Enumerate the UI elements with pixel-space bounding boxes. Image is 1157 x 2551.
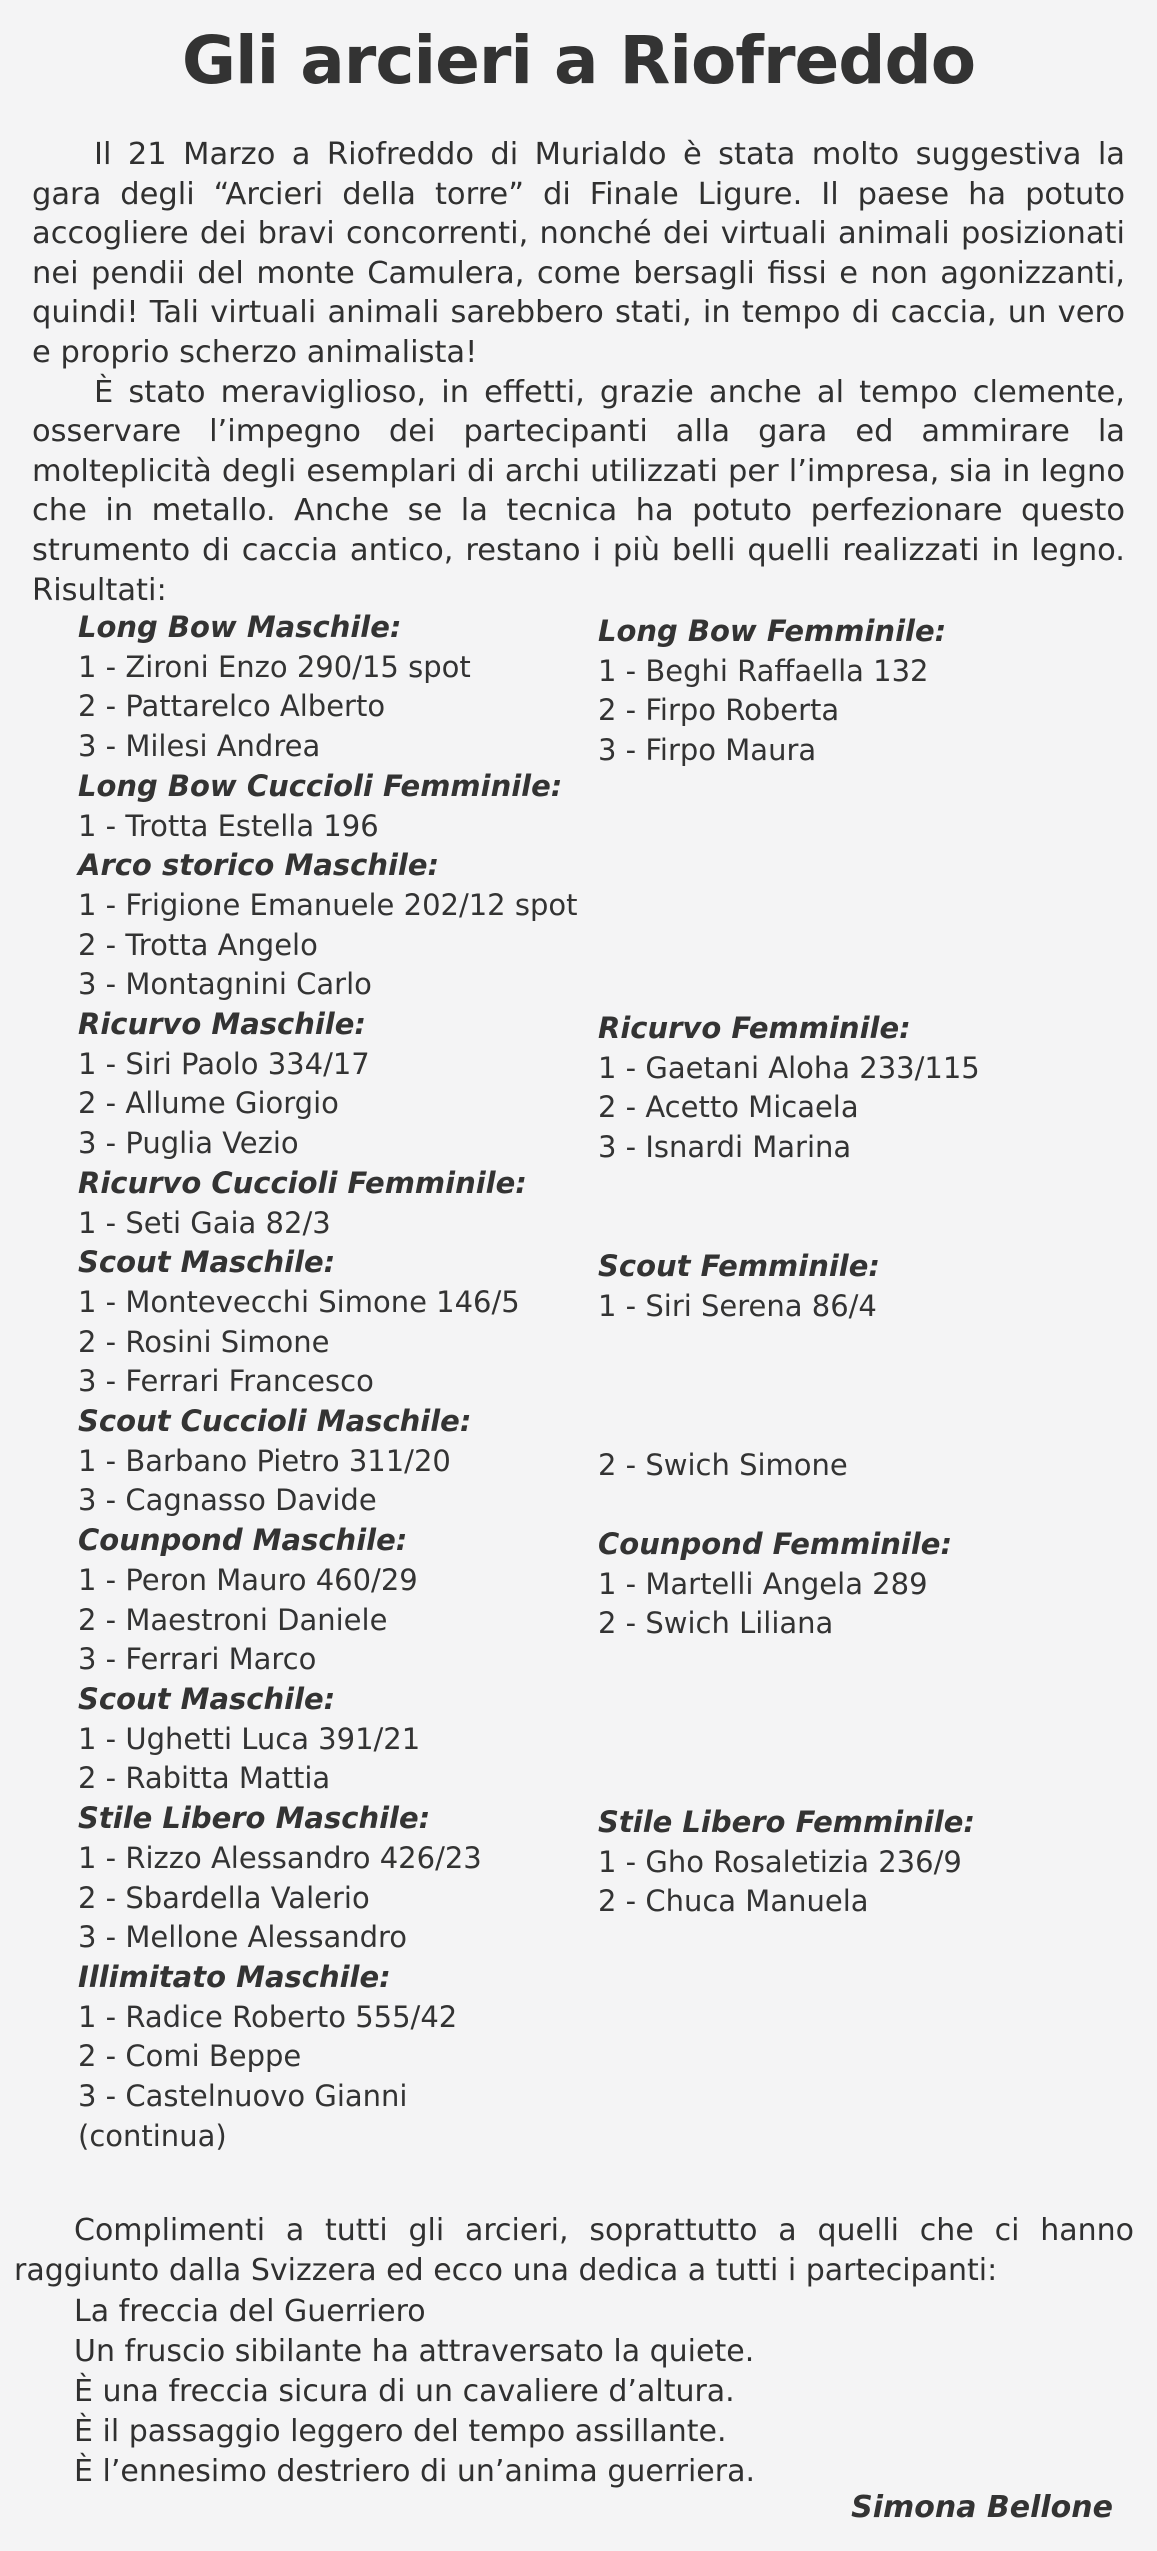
category-heading: Scout Maschile: [78, 1245, 336, 1280]
category-heading: Stile Libero Maschile: [78, 1801, 431, 1836]
closing-text: Complimenti a tutti gli arcieri, soprattutto a quelli che ci hanno raggiunto dalla Svizzera ed ecco una dedica a tutti i partecipanti: [14, 2213, 1134, 2288]
result-line: 2 - Sbardella Valerio [78, 1880, 370, 1915]
result-line: 1 - Radice Roberto 555/42 [78, 1999, 458, 2034]
result-line: 1 - Barbano Pietro 311/20 [78, 1443, 451, 1478]
result-line: 3 - Mellone Alessandro [78, 1920, 408, 1955]
category-heading: Scout Maschile: [78, 1681, 336, 1716]
result-line: 2 - Acetto Micaela [598, 1090, 859, 1125]
result-line: 1 - Siri Paolo 334/17 [78, 1046, 370, 1081]
intro-paragraph-2: È stato meraviglioso, in effetti, grazie anche al tempo clemente, osservare l’impegno dei partecipanti alla gara ed ammirare la molteplicità degli esemplari di archi utilizzati per l’impresa, sia in legno che in metallo. Anche se la tecnica ha potuto perfezionare questo strumento di caccia antico, restano i più belli quelli realizzati in legno. Risultati: [32, 374, 1125, 608]
category-heading: Ricurvo Cuccioli Femminile: [78, 1165, 527, 1200]
result-line: 2 - Allume Giorgio [78, 1086, 339, 1121]
result-line: 1 - Ughetti Luca 391/21 [78, 1721, 421, 1756]
poem [74, 2292, 755, 2492]
result-line: 2 - Trotta Angelo [78, 927, 318, 962]
category-heading: Scout Femminile: [598, 1249, 880, 1284]
poem-line: È una freccia sicura di un cavaliere d’altura. [74, 2374, 735, 2409]
author-signature: Simona Bellone [851, 2490, 1113, 2525]
result-line: 2 - Firpo Roberta [598, 693, 840, 728]
result-line: 1 - Montevecchi Simone 146/5 [78, 1284, 520, 1319]
result-line: 2 - Rosini Simone [78, 1324, 330, 1359]
result-line: 2 - Rabitta Mattia [78, 1761, 331, 1796]
poem-line: È il passaggio leggero del tempo assillante. [74, 2414, 727, 2449]
category-heading: Ricurvo Maschile: [78, 1007, 367, 1042]
result-line: 1 - Gaetani Aloha 233/115 [598, 1050, 980, 1085]
category-heading: Counpond Femminile: [598, 1526, 953, 1561]
results-right-column [598, 612, 1098, 1922]
result-line: 1 - Zironi Enzo 290/15 spot [78, 649, 471, 684]
result-line: 1 - Gho Rosaletizia 236/9 [598, 1844, 962, 1879]
closing-paragraph [14, 2211, 1134, 2291]
result-line: 2 - Comi Beppe [78, 2039, 302, 2074]
result-line: 1 - Rizzo Alessandro 426/23 [78, 1840, 482, 1875]
category-heading: Illimitato Maschile: [78, 1959, 391, 1994]
result-line: 3 - Puglia Vezio [78, 1126, 299, 1161]
result-line: 2 - Maestroni Daniele [78, 1602, 388, 1637]
result-line: 3 - Isnardi Marina [598, 1130, 852, 1165]
poem-line: Un fruscio sibilante ha attraversato la quiete. [74, 2334, 755, 2369]
result-line: 3 - Montagnini Carlo [78, 967, 372, 1002]
result-line: 1 - Frigione Emanuele 202/12 spot [78, 887, 578, 922]
category-heading: Long Bow Femminile: [598, 614, 947, 648]
poem-line: La freccia del Guerriero [74, 2294, 426, 2329]
result-line: 1 - Siri Serena 86/4 [598, 1288, 877, 1323]
result-line: 3 - Ferrari Francesco [78, 1364, 374, 1399]
result-line: 2 - Swich Simone [598, 1447, 848, 1482]
result-line: 1 - Martelli Angela 289 [598, 1566, 928, 1601]
result-line: 1 - Beghi Raffaella 132 [598, 653, 929, 688]
result-line: 1 - Peron Mauro 460/29 [78, 1562, 418, 1597]
result-line: 3 - Firpo Maura [598, 733, 817, 768]
continued-note: (continua) [78, 2118, 227, 2153]
category-heading: Ricurvo Femminile: [598, 1010, 911, 1045]
article-intro [32, 135, 1125, 610]
category-heading: Stile Libero Femminile: [598, 1804, 975, 1839]
intro-paragraph-1: Il 21 Marzo a Riofreddo di Murialdo è stata molto suggestiva la gara degli “Arcieri della torre” di Finale Ligure. Il paese ha potuto accogliere dei bravi concorrenti, nonché dei virtuali animali posizionati nei pendii del monte Camulera, come bersagli fissi e non agonizzanti, quindi! Tali virtuali animali sarebbero stati, in tempo di caccia, un vero e proprio scherzo animalista! [32, 137, 1125, 370]
poem-line: È l’ennesimo destriero di un’anima guerriera. [74, 2454, 756, 2489]
result-line: 3 - Castelnuovo Gianni [78, 2079, 408, 2114]
article-title: Gli arcieri a Riofreddo [181, 22, 976, 99]
category-heading: Scout Cuccioli Maschile: [78, 1404, 472, 1439]
result-line: 2 - Chuca Manuela [598, 1884, 869, 1919]
result-line: 1 - Seti Gaia 82/3 [78, 1205, 331, 1240]
category-heading: Long Bow Maschile: [78, 610, 402, 644]
result-line: 1 - Trotta Estella 196 [78, 808, 379, 843]
category-heading: Arco storico Maschile: [78, 848, 440, 883]
result-line: 2 - Swich Liliana [598, 1606, 834, 1641]
category-heading: Counpond Maschile: [78, 1523, 408, 1558]
result-line: 3 - Milesi Andrea [78, 729, 321, 764]
result-line: 2 - Pattarelco Alberto [78, 689, 386, 724]
result-line: 3 - Ferrari Marco [78, 1642, 317, 1677]
results-left-column [78, 608, 618, 2156]
category-heading: Long Bow Cuccioli Femminile: [78, 768, 563, 803]
result-line: 3 - Cagnasso Davide [78, 1483, 377, 1518]
